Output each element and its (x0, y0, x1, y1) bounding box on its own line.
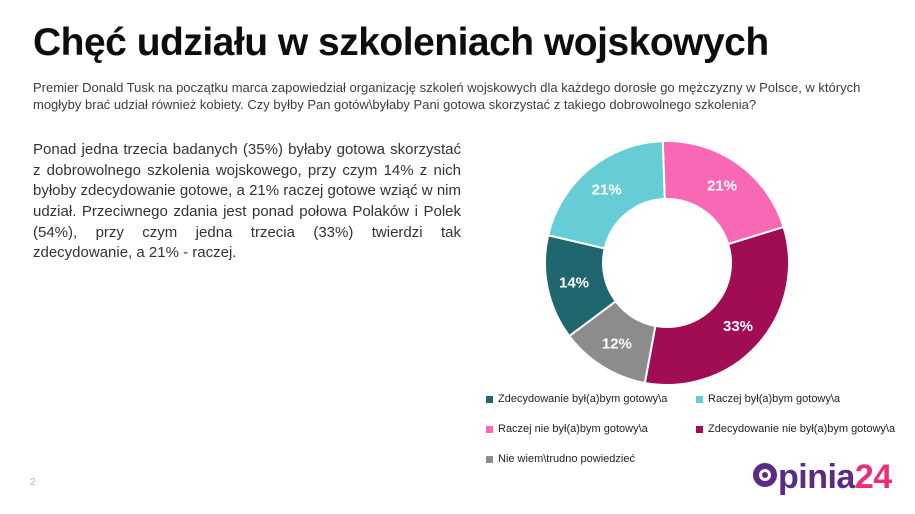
slice-percentage-label: 21% (591, 181, 622, 199)
legend-label: Raczej nie był(a)bym gotowy\a (498, 423, 648, 436)
body-paragraph: Ponad jedna trzecia badanych (35%) byłaby gotowa skorzystać z dobrowolnego szkolenia wojskowego, przy czym 14% z nich byłoby zdecydowanie gotowe, a 21% raczej gotowe wziąć w nim udział. Przeciwnego zdania jest ponad połowa Polaków i Polek (54%), przy czym jedna trzecia (33%) twierdzi tak zdecydowanie, a 21% - raczej. (33, 141, 461, 262)
donut-slice (645, 227, 789, 385)
slide-subtitle: Premier Donald Tusk na początku marca zapowiedział organizację szkoleń wojskowych dla każdego dorosłe go mężczyzny w Polsce, w których mogłyby brać udział również kobiety. Czy byłby Pan gotów\byłaby Pani gotowa skorzystać z takiego dobrowolnego szkolenia? (33, 80, 861, 112)
legend-item-raczej-nie (486, 423, 696, 436)
legend-marker-icon (486, 396, 493, 403)
legend-item-zdecydowanie-nie (696, 423, 915, 436)
page-number: 2 (30, 477, 36, 488)
legend-marker-icon (486, 426, 493, 433)
legend-marker-icon (696, 396, 703, 403)
logo-text-suffix: 24 (854, 458, 892, 496)
legend-item-nie-wiem (486, 453, 696, 466)
slice-percentage-label: 33% (722, 318, 754, 336)
legend-label: Nie wiem\trudno powiedzieć (498, 453, 635, 466)
legend-label: Zdecydowanie nie był(a)bym gotowy\a (708, 423, 896, 436)
donut-chart (527, 123, 807, 403)
legend-item-zdecydowanie-tak (486, 393, 696, 406)
slice-percentage-label: 21% (707, 177, 738, 195)
legend-marker-icon (486, 456, 493, 463)
legend-marker-icon (696, 426, 703, 433)
opinia24-logo (753, 458, 892, 497)
legend-label: Zdecydowanie był(a)bym gotowy\a (498, 393, 668, 405)
slice-percentage-label: 14% (558, 274, 590, 292)
logo-bullseye-o-icon (753, 463, 777, 487)
logo-text-main: pinia (778, 458, 855, 496)
slice-percentage-label: 12% (601, 335, 632, 353)
legend-label: Raczej był(a)bym gotowy\a (708, 393, 841, 405)
chart-legend (486, 393, 915, 467)
legend-item-raczej-tak (696, 393, 915, 406)
page-title: Chęć udziału w szkoleniach wojskowych (33, 21, 769, 64)
